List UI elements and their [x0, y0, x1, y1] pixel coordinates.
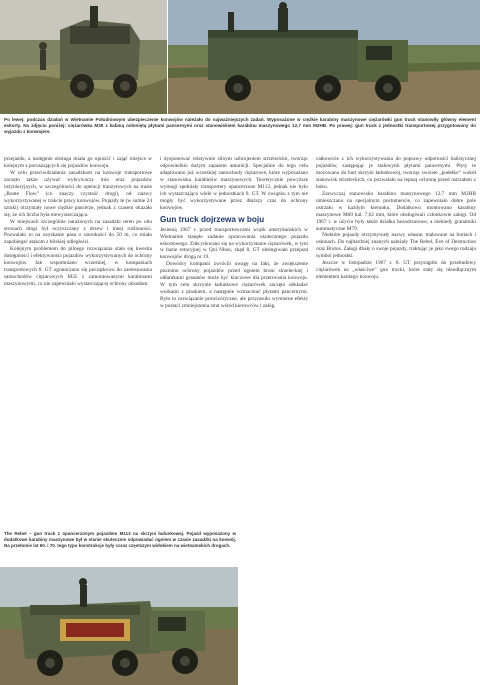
- article-column-1: [4, 156, 152, 288]
- caption-bottom-photo: The Rebel – gun truck z opancerzonym pojazdem M113 na skrzyni ładunkowej. Pojazd wyposażony w dodatkowe karabiny maszynowe był w stanie skutecznie odpowiadać ogniem w czasie zasadzki na konwój. Na przełomie lat 60. i 70. tego typu konstrukcje były coraz częstszym widokiem na wietnamskich drogach.: [4, 531, 236, 548]
- section-heading: Gun truck dojrzewa w boju: [160, 214, 265, 224]
- paragraph: przejazdu, a następnie obsługa miała go opuścić i zająć miejsce w kolejnym z poruszających się pojazdów konwoju.: [4, 156, 152, 169]
- caption-top-photos: Po lewej: podczas działań w Wietnamie Południowym ubezpieczenie konwojów należało do najważniejszych zadań. Wyposażone w ciężkie karabiny maszynowe ciężarówki gun truck stanowiły główny element eskorty. Na zdjęciu poniżej: ciężarówka M35 z kabiną osłoniętą płytami pancernymi oraz stanowiskiem karabinu maszynowego 12,7 mm M2HB. Po prawej: gun truck z jednostki transportowej przygotowany do wyjazdu z konwojem.: [4, 117, 476, 135]
- photo-gun-truck-field: [0, 0, 167, 114]
- article-column-3: [316, 156, 476, 281]
- paragraph: Dowódcy kompanii zwrócili uwagę na fakt, że zwiększenie poziomu ochrony pojazdów przed ogniem broni strzeleckiej i odłamkami granatów może być kluczowe dla przetrwania konwoju. W tym celu skrzynie ładunkowe ciężarówek zaczęto obkładać workami z piaskiem, a następnie wzmacniać płytami pancernymi. Było to rozwiązanie prowizoryczne, ale przynosiło wymierne efekty w postaci zmniejszenia strat wśród kierowców i załóg.: [160, 261, 308, 310]
- paragraph: Niektóre pojazdy otrzymywały nazwy własne, malowane na burtach i osłonach. Do najbardziej znanych należały The Rebel, Eve of Destruction oraz Brutus. Załogi dbały o swoje pojazdy, traktując je jako swego rodzaju symbol jednostki.: [316, 232, 476, 260]
- paragraph: Zazwyczaj stanowisko karabinu maszynowego 12,7 mm M2HB umieszczano na specjalnym postumencie, co zapewniało dobre pole ostrzału w każdym kierunku. Dodatkowo montowano karabiny maszynowe M60 kal. 7,62 mm, które obsługiwali członkowie załogi. Od 1967 r. w użyciu były także działka bezodrzutowe, a niekiedy granatniki automatyczne M79.: [316, 190, 476, 232]
- paragraph: Kolejnym problemem do pilnego rozwiązania stała się kwestia dostępności i efektywności pojazdów wykorzystywanych do ochrony konwojów. Jak wspomniano wcześniej, w kompaniach transportowych 8. GT ograniczano się początkowo do zastosowania samochodów ciężarowych M35 z zamontowanymi karabinami maszynowymi, co nie zapewniało wystarczającej ochrony obsadom.: [4, 246, 152, 288]
- paragraph: Jesienią 1967 r. przed transportowcami wojsk amerykańskich w Wietnamie stanęło zadanie opracowania skutecznego pojazdu eskortowego. Zdecydowano się na wykorzystanie ciężarówek, w tym w bazie rotacyjnej w Qui Nhon, skąd 8. GT obsługiwało przejazd konwojów drogą nr 19.: [160, 226, 308, 261]
- paragraph: i dysponować relatywnie silnym uzbrojeniem strzeleckim, tworząc odpowiednio dużym zapasem amunicji. Specjalnie do tego celu adaptowano już wcześniej samochody ciężarowe, które wyposażano w stanowiska karabinów maszynowych. Teoretycznie powyższe wymogi spełniały transportery opancerzone M113, jednak nie było ich wystarczająco wiele w jednostkach 8. GT. W związku z tym nie mogły być wykorzystywane przez dłuższy czas do ochrony konwojów.: [160, 156, 308, 211]
- article-column-2: [160, 156, 308, 310]
- paragraph: Jeszcze w listopadzie 1967 r. 8. GT przystąpiło do przebudowy ciężarówek na „właściwe” gun trucki, które stały się nieodłącznym elementem każdego konwoju.: [316, 260, 476, 281]
- paragraph: W miejscach szczególnie narażonych na zasadzki teren po obu stronach drogi był oczyszczany z drzew i innej roślinności. Pozwalało to na uzyskanie pasa o szerokości do 50 m, co miało zapobiegać atakom z bliskiej odległości.: [4, 218, 152, 246]
- paragraph: całkowicie z ich wykorzystywania do poprawy odporności balistycznej pojazdów, zastępując je stalowymi płytami pancernymi. Płyty te mocowano do burt skrzyni ładunkowej, tworząc swoiste „pudełko” wokół stanowisk strzeleckich, co pozwalało na lepszą ochronę przed ostrzałem z boku.: [316, 156, 476, 190]
- photo-m35-gun-truck: [168, 0, 480, 114]
- photo-the-rebel-gun-truck: [0, 567, 238, 685]
- paragraph: W celu przeciwdziałania zasadzkom na konwoje transportowe zaczęto także używać wykrywaczy min oraz pojazdów inżynieryjnych, w szczególności do operacji tranzytowych na trasie „Route Flow” (co znaczy czystość drogi), od nazwy wykorzystywanej w trakcie pracy konwojów. Pojazdy te (w sumie 24 sztuki) otrzymały nowe ciężkie pancerze, jednak z czasem okazało się, że ich liczba była niewystarczająca.: [4, 169, 152, 218]
